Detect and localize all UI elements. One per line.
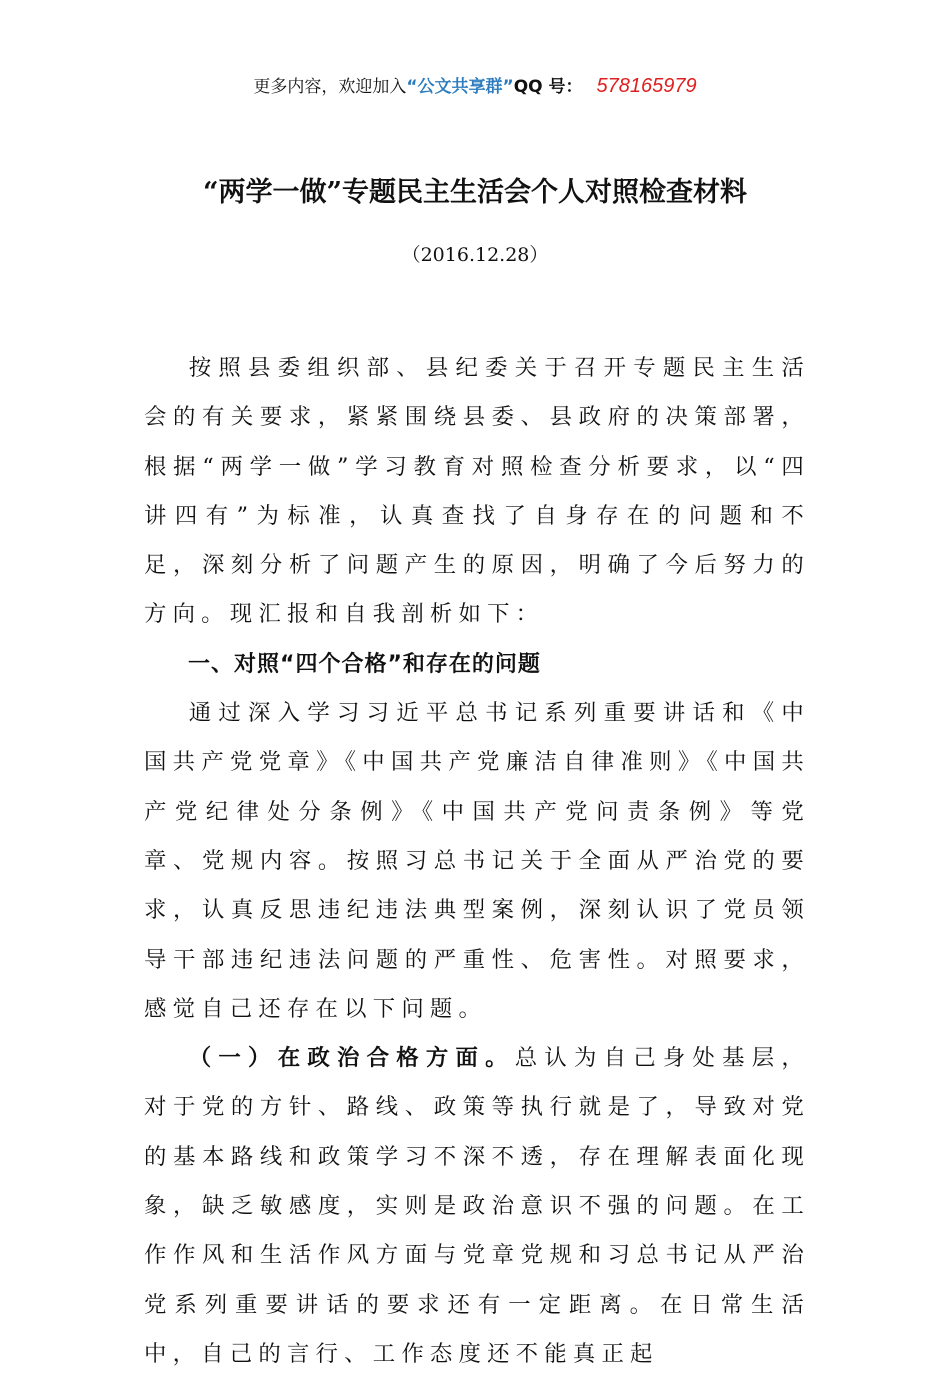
promo-header: [0, 72, 950, 98]
section-heading: 一、对照“四个合格”和存在的问题: [188, 651, 541, 677]
group-name: “公文共享群”: [406, 77, 514, 97]
qq-label: QQ 号：: [513, 77, 583, 97]
qq-number: 578165979: [596, 75, 697, 97]
document-body: [144, 344, 810, 1379]
subsection-heading: （一）在政治合格方面。: [188, 1045, 515, 1072]
promo-prefix: 更多内容，欢迎加入: [253, 77, 407, 97]
document-date: （2016.12.28）: [401, 244, 549, 266]
intro-paragraph: 按照县委组织部、县纪委关于召开专题民主生活会的有关要求，紧紧围绕县委、县政府的决策部署，根据“两学一做”学习教育对照检查分析要求，以“四讲四有”为标准，认真查找了自身存在的问题和不足，深刻分析了问题产生的原因，明确了今后努力的方向。现汇报和自我剖析如下：: [144, 355, 810, 628]
document-title: “两学一做”专题民主生活会个人对照检查材料: [202, 177, 748, 208]
subsection-paragraph: [144, 1034, 810, 1379]
section-paragraph: 通过深入学习习近平总书记系列重要讲话和《中国共产党党章》《中国共产党廉洁自律准则》《中国共产党纪律处分条例》《中国共产党问责条例》等党章、党规内容。按照习总书记关于全面从严治党的要求，认真反思违纪违法典型案例，深刻认识了党员领导干部违纪违法问题的严重性、危害性。对照要求，感觉自己还存在以下问题。: [144, 700, 810, 1022]
subsection-text: 总认为自己身处基层，对于党的方针、路线、政策等执行就是了，导致对党的基本路线和政策学习不深不透，存在理解表面化现象，缺乏敏感度，实则是政治意识不强的问题。在工作作风和生活作风方面与党章党规和习总书记从严治党系列重要讲话的要求还有一定距离。在日常生活中，自己的言行、工作态度还不能真正起: [144, 1045, 810, 1367]
